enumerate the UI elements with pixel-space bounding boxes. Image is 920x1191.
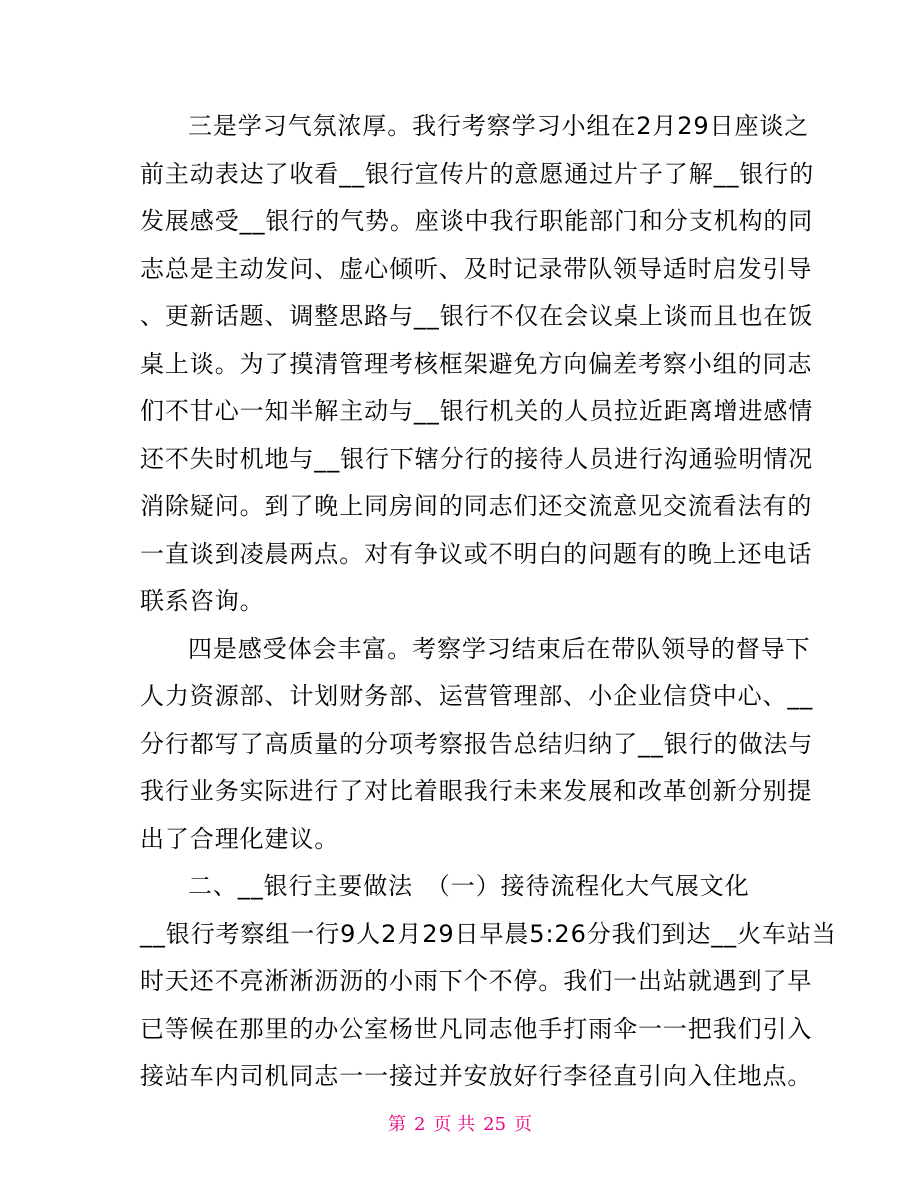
- paragraph-line: 时天还不亮淅淅沥沥的小雨下个不停。我们一出站就遇到了早: [140, 967, 813, 995]
- paragraph-line: 桌上谈。为了摸清管理考核框架避免方向偏差考察小组的同志: [140, 349, 813, 378]
- paragraph-line: 四是感受体会丰富。考察学习结束后在带队领导的督导下: [188, 634, 811, 663]
- paragraph-line: 一直谈到凌晨两点。对有争议或不明白的问题有的晚上还电话: [140, 539, 813, 568]
- paragraph-line: 接站车内司机同志一一接过并安放好行李径直引向入住地点。: [140, 1062, 813, 1090]
- paragraph-line: 、更新话题、调整思路与__银行不仅在会议桌上谈而且也在饭: [140, 302, 814, 330]
- page-footer: [0, 1110, 920, 1136]
- paragraph-line: 还不失时机地与__银行下辖分行的接待人员进行沟通验明情况: [140, 444, 814, 473]
- footer-middle: 页 共: [433, 1114, 476, 1135]
- paragraph-line: 分行都写了高质量的分项考察报告总结归纳了__银行的做法与: [140, 729, 814, 758]
- paragraph-line: 们不甘心一知半解主动与__银行机关的人员拉近距离增进感情: [140, 397, 814, 425]
- paragraph-line: 出了合理化建议。: [140, 824, 340, 853]
- paragraph-line: 联系咨询。: [140, 587, 265, 615]
- section-heading-line: 二、__银行主要做法 （一）接待流程化大气展文化: [188, 872, 750, 900]
- paragraph-line: 志总是主动发问、虚心倾听、及时记录带队领导适时启发引导: [140, 254, 813, 283]
- paragraph-line: 人力资源部、计划财务部、运营管理部、小企业信贷中心、__: [140, 682, 814, 710]
- paragraph-line: __银行考察组一行9人2月29日早晨5:26分我们到达__火车站当: [140, 919, 837, 948]
- paragraph-line: 发展感受__银行的气势。座谈中我行职能部门和分支机构的同: [140, 207, 814, 235]
- paragraph-line: 前主动表达了收看__银行宣传片的意愿通过片子了解__银行的: [140, 159, 815, 188]
- paragraph-line: 消除疑问。到了晚上同房间的同志们还交流意见交流看法有的: [140, 492, 813, 520]
- footer-page-number: 2: [413, 1114, 426, 1135]
- footer-suffix: 页: [514, 1114, 533, 1135]
- paragraph-line: 三是学习气氛浓厚。我行考察学习小组在2月29日座谈之: [188, 112, 810, 140]
- paragraph-line: 已等候在那里的办公室杨世凡同志他手打雨伞一一把我们引入: [140, 1014, 813, 1043]
- footer-total-pages: 25: [483, 1114, 507, 1135]
- footer-prefix: 第: [387, 1114, 406, 1135]
- document-body: [140, 103, 837, 1101]
- paragraph-line: 我行业务实际进行了对比着眼我行未来发展和改革创新分别提: [140, 777, 813, 805]
